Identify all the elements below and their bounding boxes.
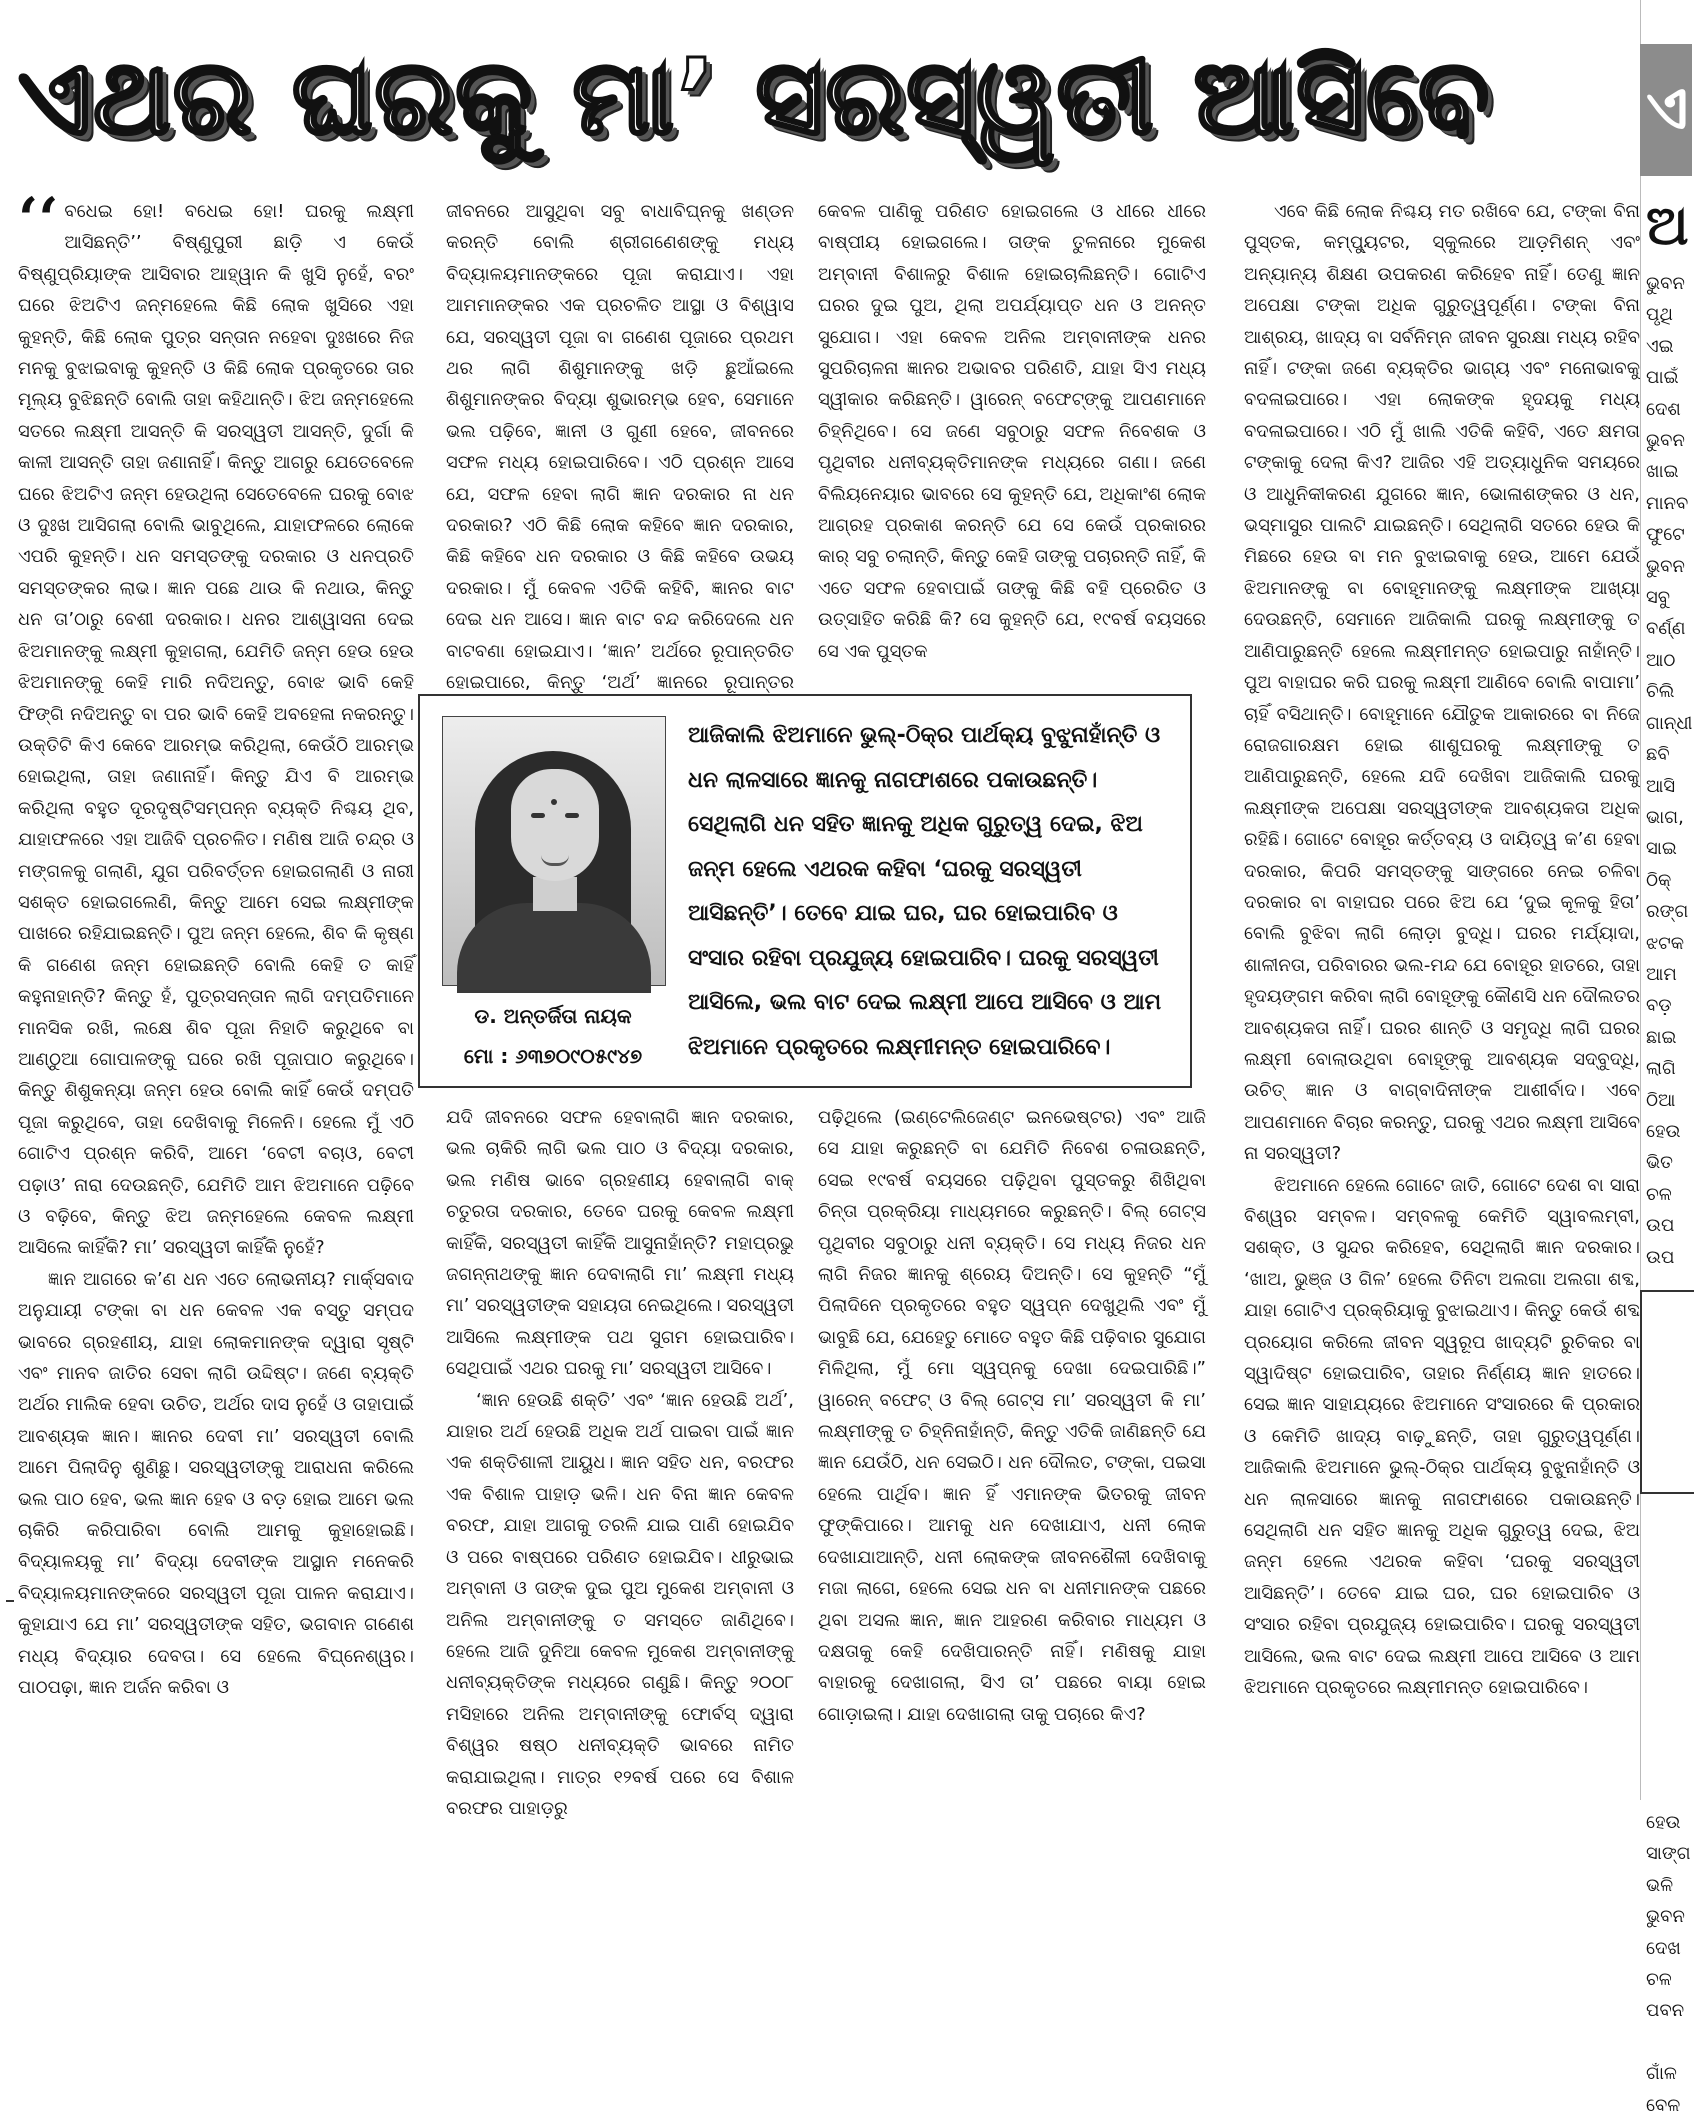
edge-line: ମାନବ <box>1646 492 1689 514</box>
paragraph: ଯଦି ଜୀବନରେ ସଫଳ ହେବାଲାଗି ଜ୍ଞାନ ଦରକାର, ଭଲ ଚାକିରି ଲାଗି ଭଲ ପାଠ ଓ ବିଦ୍ୟା ଦରକାର, ଭଲ ମଣିଷ ଭାବେ ଗ୍ରହଣୀୟ ହେବାଲାଗି ବାକ୍ ଚତୁରତା ଦରକାର, ତେବେ ଘରକୁ କେବଳ ଲକ୍ଷ୍ମୀ କାହିଁକି, ସରସ୍ୱତୀ କାହିଁକି ଆସୁନାହାଁନ୍ତି? ମହାପ୍ରଭୁ ଜଗନ୍ନାଥଙ୍କୁ ଜ୍ଞାନ ଦେବାଲାଗି ମା’ ଲକ୍ଷ୍ମୀ ମଧ୍ୟ ମା’ ସରସ୍ୱତୀଙ୍କ ସହାୟତା ନେଇଥିଲେ। ସରସ୍ୱତୀ ଆସିଲେ ଲକ୍ଷ୍ମୀଙ୍କ ପଥ ସୁଗମ ହୋଇପାରିବ। ସେଥିପାଇଁ ଏଥର ଘରକୁ ମା’ ସରସ୍ୱତୀ ଆସିବେ। <box>446 1107 794 1380</box>
edge-line: ହେଉ <box>1646 1120 1681 1142</box>
edge-line: ଛାଇ <box>1646 1026 1677 1048</box>
edge-line: ଭାଗ, <box>1646 806 1684 828</box>
edge-line <box>1646 2027 1692 2058</box>
edge-line: ଚିଲି <box>1646 681 1675 703</box>
article-column-4 <box>1244 196 1640 1784</box>
edge-line: ଭିତ <box>1646 1152 1673 1174</box>
edge-line: ହେଉ <box>1646 1811 1681 1833</box>
edge-line: ଭୁବନ <box>1646 430 1685 452</box>
edge-line: ରଙ୍ଗ <box>1646 901 1689 923</box>
edge-line <box>1646 1681 1692 1712</box>
edge-line: ଏଇ <box>1646 335 1674 357</box>
author-byline <box>442 996 664 1076</box>
edge-line: ସବୁ <box>1646 587 1671 609</box>
edge-line: ଭୁବନ <box>1646 555 1685 577</box>
pullquote: ଆଜିକାଲି ଝିଅମାନେ ଭୁଲ୍-ଠିକ୍‌ର ପାର୍ଥକ୍ୟ ବୁଝୁନାହାଁନ୍ତି ଓ ଧନ ଲାଳସାରେ ଜ୍ଞାନକୁ ନାଗଫାଶରେ ପକାଉଛନ୍ତି। ସେଥିଲାଗି ଧନ ସହିତ ଜ୍ଞାନକୁ ଅଧିକ ଗୁରୁତ୍ୱ ଦେଇ, ଝିଅ ଜନ୍ମ ହେଲେ ଏଥରକ କହିବା ‘ଘରକୁ ସରସ୍ୱତୀ ଆସିଛନ୍ତି’। ତେବେ ଯାଇ ଘର, ଘର ହୋଇପାରିବ ଓ ସଂସାର ରହିବା ପ୍ରଯୁଜ୍ୟ ହୋଇପାରିବ। ଘରକୁ ସରସ୍ୱତୀ ଆସିଲେ, ଭଲ ବାଟ ଦେଇ ଲକ୍ଷ୍ମୀ ଆପେ ଆସିବେ ଓ ଆମ ଝିଅମାନେ ପ୍ରକୃତରେ ଲକ୍ଷ୍ମୀମନ୍ତ ହୋଇପାରିବେ। <box>688 723 1162 1060</box>
edge-line <box>1646 1776 1692 1807</box>
edge-line: ଠିଆ <box>1646 1089 1676 1111</box>
paragraph: ଏବେ କିଛି ଲୋକ ନିଶ୍ଚୟ ମତ ରଖିବେ ଯେ, ଟଙ୍କା ବିନା ପୁସ୍ତକ, କମ୍ପ୍ୟୁଟର, ସ୍କୁଲରେ ଆଡ଼ମିଶନ୍ ଏବଂ ଅନ୍ୟାନ୍ୟ ଶିକ୍ଷଣ ଉପକରଣ କରିହେବ ନାହିଁ। ତେଣୁ ଜ୍ଞାନ ଅପେକ୍ଷା ଟଙ୍କା ଅଧିକ ଗୁରୁତ୍ୱପୂର୍ଣ୍ଣ। ଟଙ୍କା ବିନା ଆଶ୍ରୟ, ଖାଦ୍ୟ ବା ସର୍ବନିମ୍ନ ଜୀବନ ସୁରକ୍ଷା ମଧ୍ୟ ରହିବ ନାହିଁ। ଟଙ୍କା ଜଣେ ବ୍ୟକ୍ତିର ଭାଗ୍ୟ ଏବଂ ମନୋଭାବକୁ ବଦଳାଇପାରେ। ଏହା ଲୋକଙ୍କ ହୃଦୟକୁ ମଧ୍ୟ ବଦଳାଇପାରେ। ଏଠି ମୁଁ ଖାଲି ଏତିକି କହିବି, ଏତେ କ୍ଷମତା ଟଙ୍କାକୁ ଦେଲା କିଏ? ଆଜିର ଏହି ଅତ୍ୟାଧୁନିକ ସମୟରେ ଓ ଆଧୁନିକୀକରଣ ଯୁଗରେ ଜ୍ଞାନ, ଭୋଳାଶଙ୍କର ଓ ଧନ, ଭସ୍ମାସୁର ପାଲଟି ଯାଇଛନ୍ତି। ସେଥିଲାଗି ସତରେ ହେଉ କି ମିଛରେ ହେଉ ବା ମନ ବୁଝାଇବାକୁ ହେଉ, ଆମେ ଯେଉଁ ଝିଅମାନଙ୍କୁ ବା ବୋହୂମାନଙ୍କୁ ଲକ୍ଷ୍ମୀଙ୍କ ଆଖ୍ୟା ଦେଉଛନ୍ତି, ସେମାନେ ଆଜିକାଲି ଘରକୁ ଲକ୍ଷ୍ମୀଙ୍କୁ ତ ଆଣିପାରୁଛନ୍ତି ହେଲେ ଲକ୍ଷ୍ମୀମନ୍ତ ହୋଇପାରୁ ନାହାଁନ୍ତି। ପୁଅ ବାହାଘର କରି ଘରକୁ ଲକ୍ଷ୍ମୀ ଆଣିବେ ବୋଲି ବାପାମା’ ଚାହିଁ ବସିଥାନ୍ତି। ବୋହୂମାନେ ଯୌତୁକ ଆକାରରେ ବା ନିଜେ ରୋଜଗାରକ୍ଷମ ହୋଇ ଶାଶୁଘରକୁ ଲକ୍ଷ୍ମୀଙ୍କୁ ତ ଆଣିପାରୁଛନ୍ତି, ହେଲେ ଯଦି ଦେଖିବା ଆଜିକାଲି ଘରକୁ ଲକ୍ଷ୍ମୀଙ୍କ ଅପେକ୍ଷା ସରସ୍ୱତୀଙ୍କ ଆବଶ୍ୟକତା ଅଧିକ ରହିଛି। ଗୋଟେ ବୋହୂର କର୍ତ୍ତବ୍ୟ ଓ ଦାୟିତ୍ୱ କ’ଣ ହେବା ଦରକାର, କିପରି ସମସ୍ତଙ୍କୁ ସାଙ୍ଗରେ ନେଇ ଚଳିବା ଦରକାର ବା ବାହାଘର ପରେ ଝିଅ ଯେ ‘ଦୁଇ କୂଳକୁ ହିତା’ ବୋଲି ବୁଝିବା ଲାଗି ଲୋଡ଼ା ବୁଦ୍ଧି। ଘରର ମର୍ଯ୍ୟାଦା, ଶାଳୀନତା, ପରିବାରର ଭଲ-ମନ୍ଦ ଯେ ବୋହୂର ହାତରେ, ତାହା ହୃଦୟଙ୍ଗମ କରିବା ଲାଗି ବୋହୂଙ୍କୁ କୌଣସି ଧନ ଦୌଲତର ଆବଶ୍ୟକତା ନାହିଁ। ଘରର ଶାନ୍ତି ଓ ସମୃଦ୍ଧି ଲାଗି ଘରର ଲକ୍ଷ୍ମୀ ବୋଲାଉଥିବା ବୋହୂଙ୍କୁ ଆବଶ୍ୟକ ସଦ୍‌ବୁଦ୍ଧି, ଉଚିତ୍ ଜ୍ଞାନ ଓ ବାଗ୍‌ବାଦିନୀଙ୍କ ଆଶୀର୍ବାଦ। ଏବେ ଆପଣମାନେ ବିଚାର କରନ୍ତୁ, ଘରକୁ ଏଥର ଲକ୍ଷ୍ମୀ ଆସିବେ ନା ସରସ୍ୱତୀ? <box>1244 201 1640 1165</box>
edge-line: ଗାଁଳ <box>1646 2063 1677 2085</box>
paragraph: ଜ୍ଞାନ ଆଗରେ କ’ଣ ଧନ ଏତେ ଲୋଭନୀୟ? ମାର୍କ୍ସବାଦ ଅନୁଯାୟୀ ଟଙ୍କା ବା ଧନ କେବଳ ଏକ ବସ୍ତୁ ସମ୍ପଦ ଭାବରେ ଗ୍ରହଣୀୟ, ଯାହା ଲୋକମାନଙ୍କ ଦ୍ୱାରା ସୃଷ୍ଟି ଏବଂ ମାନବ ଜାତିର ସେବା ଲାଗି ଉଦ୍ଦିଷ୍ଟ। ଜଣେ ବ୍ୟକ୍ତି ଅର୍ଥର ମାଲିକ ହେବା ଉଚିତ, ଅର୍ଥର ଦାସ ନୁହେଁ ଓ ତାହାପାଇଁ ଆବଶ୍ୟକ ଜ୍ଞାନ। ଜ୍ଞାନର ଦେବୀ ମା’ ସରସ୍ୱତୀ ବୋଲି ଆମେ ପିଲାଦିନୁ ଶୁଣିଛୁ। ସରସ୍ୱତୀଙ୍କୁ ଆରାଧନା କରିଲେ ଭଲ ପାଠ ହେବ, ଭଲ ଜ୍ଞାନ ହେବ ଓ ବଡ଼ ହୋଇ ଆମେ ଭଲ ଚାକିରି କରିପାରିବା ବୋଲି ଆମକୁ କୁହାହୋଇଛି। ବିଦ୍ୟାଳୟକୁ ମା’ ବିଦ୍ୟା ଦେବୀଙ୍କ ଆସ୍ଥାନ ମନେକରି ବିଦ୍ୟାଳୟମାନଙ୍କରେ ସରସ୍ୱତୀ ପୂଜା ପାଳନ କରାଯାଏ। କୁହାଯାଏ ଯେ ମା’ ସରସ୍ୱତୀଙ୍କ ସହିତ, ଭଗବାନ ଗଣେଶ ମଧ୍ୟ ବିଦ୍ୟାର ଦେବତା। ସେ ହେଲେ ବିଘ୍ନେଶ୍ୱର। ପାଠପଢ଼ା, ଜ୍ଞାନ ଅର୍ଜନ କରିବା ଓ <box>18 1268 414 1699</box>
paragraph: ‘ଜ୍ଞାନ ହେଉଛି ଶକ୍ତି’ ଏବଂ ‘ଜ୍ଞାନ ହେଉଛି ଅର୍ଥ’, ଯାହାର ଅର୍ଥ ହେଉଛି ଅଧିକ ଅର୍ଥ ପାଇବା ପାଇଁ ଜ୍ଞାନ ଏକ ଶକ୍ତିଶାଳୀ ଆୟୁଧ। ଜ୍ଞାନ ସହିତ ଧନ, ବରଫର ଏକ ବିଶାଳ ପାହାଡ଼ ଭଳି। ଧନ ବିନା ଜ୍ଞାନ କେବଳ ବରଫ, ଯାହା ଆଗକୁ ତରଳି ଯାଇ ପାଣି ହୋଇଯିବ ଓ ପରେ ବାଷ୍ପରେ ପରିଣତ ହୋଇଯିବ। ଧୀରୁଭାଇ ଅମ୍ବାନୀ ଓ ତାଙ୍କ ଦୁଇ ପୁଅ ମୁକେଶ ଅମ୍ବାନୀ ଓ ଅନିଲ ଅମ୍ବାନୀଙ୍କୁ ତ ସମସ୍ତେ ଜାଣିଥିବେ। ହେଲେ ଆଜି ଦୁନିଆ କେବଳ ମୁକେଶ ଅମ୍ବାନୀଙ୍କୁ ଧନୀବ୍ୟକ୍ତିଙ୍କ ମଧ୍ୟରେ ଗଣୁଛି। କିନ୍ତୁ ୨୦୦୮ ମସିହାରେ ଅନିଲ ଅମ୍ବାନୀଙ୍କୁ ଫୋର୍ବସ୍ ଦ୍ୱାରା ବିଶ୍ୱର ଷଷ୍ଠ ଧନୀବ୍ୟକ୍ତି ଭାବରେ ନାମିତ କରାଯାଇଥିଲା। ମାତ୍ର ୧୨ବର୍ଷ ପରେ ସେ ବିଶାଳ ବରଫର ପାହାଡ଼ରୁ <box>446 1389 794 1819</box>
edge-line <box>1646 1744 1692 1775</box>
edge-line: ଭୁବନ <box>1646 273 1685 294</box>
edge-line: ଲାଗି <box>1646 1058 1676 1080</box>
edge-line: ବଡ଼ <box>1646 995 1672 1017</box>
edge-line <box>1646 1713 1692 1744</box>
author-phone: ମୋ : ୬୩୭୦୯୦୫୯୪୭ <box>463 1044 643 1068</box>
paragraph: ଜୀବନରେ ଆସୁଥିବା ସବୁ ବାଧାବିଘ୍ନକୁ ଖଣ୍ଡନ କରନ୍ତି ବୋଲି ଶ୍ରୀଗଣେଶଙ୍କୁ ମଧ୍ୟ ବିଦ୍ୟାଳୟମାନଙ୍କରେ ପୂଜା କରାଯାଏ। ଏହା ଆମମାନଙ୍କର ଏକ ପ୍ରଚଳିତ ଆସ୍ଥା ଓ ବିଶ୍ୱାସ ଯେ, ସରସ୍ୱତୀ ପୂଜା ବା ଗଣେଶ ପୂଜାରେ ପ୍ରଥମ ଥର ଲାଗି ଶିଶୁମାନଙ୍କୁ ଖଡ଼ି ଛୁଆଁଇଲେ ଶିଶୁମାନଙ୍କର ବିଦ୍ୟା ଶୁଭାରମ୍ଭ ହେବ, ସେମାନେ ଭଲ ପଢ଼ିବେ, ଜ୍ଞାନୀ ଓ ଗୁଣୀ ହେବେ, ଜୀବନରେ ସଫଳ ମଧ୍ୟ ହୋଇପାରିବେ। ଏଠି ପ୍ରଶ୍ନ ଆସେ ଯେ, ସଫଳ ହେବା ଲାଗି ଜ୍ଞାନ ଦରକାର ନା ଧନ ଦରକାର? ଏଠି କିଛି ଲୋକ କହିବେ ଜ୍ଞାନ ଦରକାର, କିଛି କହିବେ ଧନ ଦରକାର ଓ କିଛି କହିବେ ଉଭୟ ଦରକାର। ମୁଁ କେବଳ ଏତିକି କହିବି, ଜ୍ଞାନର ବାଟ ଦେଇ ଧନ ଆସେ। ଜ୍ଞାନ ବାଟ ବନ୍ଦ କରିଦେଲେ ଧନ ବାଟବଣା ହୋଇଯାଏ। ‘ଜ୍ଞାନ’ ଅର୍ଥରେ ରୂପାନ୍ତରିତ ହୋଇପାରେ, କିନ୍ତୁ ‘ଅର୍ଥ’ ଜ୍ଞାନରେ ରୂପାନ୍ତର <box>446 201 794 694</box>
edge-line: ଉପ <box>1646 1246 1675 1268</box>
edge-line: ଚଳ <box>1646 1968 1672 1990</box>
paragraph: ବଧେଇ ହୋ! ବଧେଇ ହୋ! ଘରକୁ ଲକ୍ଷ୍ମୀ ଆସିଛନ୍ତି’’ ବିଷ୍ଣୁପୁରୀ ଛାଡ଼ି ଏ କେଉଁ ବିଷ୍ଣୁପ୍ରିୟାଙ୍କ ଆସିବାର ଆହ୍ୱାନ କି ଖୁସି ନୁହେଁ, ବରଂ ଘରେ ଝିଅଟିଏ ଜନ୍ମହେଲେ କିଛି ଲୋକ ଖୁସିରେ ଏହା କୁହନ୍ତି, କିଛି ଲୋକ ପୁତ୍ର ସନ୍ତାନ ନହେବା ଦୁଃଖରେ ନିଜ ମନକୁ ବୁଝାଇବାକୁ କୁହନ୍ତି ଓ କିଛି ଲୋକ ପ୍ରକୃତରେ ତାର ମୂଲ୍ୟ ବୁଝିଛନ୍ତି ବୋଲି ତାହା କହିଥାନ୍ତି। ଝିଅ ଜନ୍ମହେଲେ ସତରେ ଲକ୍ଷ୍ମୀ ଆସନ୍ତି କି ସରସ୍ୱତୀ ଆସନ୍ତି, ଦୁର୍ଗା କି କାଳୀ ଆସନ୍ତି ତାହା ଜଣାନାହିଁ। କିନ୍ତୁ ଆଗରୁ ଯେତେବେଳେ ଘରେ ଝିଅଟିଏ ଜନ୍ମ ହେଉଥିଲା ସେତେବେଳେ ଘରକୁ ବୋଝ ଓ ଦୁଃଖ ଆସିଗଲା ବୋଲି ଭାବୁଥିଲେ, ଯାହାଫଳରେ ଲୋକେ ଏପରି କୁହନ୍ତି। ଧନ ସମସ୍ତଙ୍କୁ ଦରକାର ଓ ଧନପ୍ରତି ସମସ୍ତଙ୍କର ଲାଭ। ଜ୍ଞାନ ପଛେ ଥାଉ କି ନଥାଉ, କିନ୍ତୁ ଧନ ତା’ଠାରୁ ବେଶୀ ଦରକାର। ଧନର ଆଶ୍ୱାସନା ଦେଇ ଝିଅମାନଙ୍କୁ ଲକ୍ଷ୍ମୀ କୁହାଗଲା, ଯେମିତି ଜନ୍ମ ହେଉ ହେଉ ଝିଅମାନଙ୍କୁ କେହି ମାରି ନଦିଅନ୍ତୁ, ବୋଝ ଭାବି କେହି ଫିଙ୍ଗି ନଦିଅନ୍ତୁ ବା ପର ଭାବି କେହି ଅବହେଳା ନକରନ୍ତୁ। ଉକ୍ତିଟି କିଏ କେବେ ଆରମ୍ଭ କରିଥିଲା, କେଉଁଠି ଆରମ୍ଭ ହୋଇଥିଲା, ତାହା ଜଣାନାହିଁ। କିନ୍ତୁ ଯିଏ ବି ଆରମ୍ଭ କରିଥିଲା ବହୁତ ଦୂରଦୃଷ୍ଟିସମ୍ପନ୍ନ ବ୍ୟକ୍ତି ନିଶ୍ଚୟ ଥିବ, ଯାହାଫଳରେ ଏହା ଆଜିବି ପ୍ରଚଳିତ। ମଣିଷ ଆଜି ଚନ୍ଦ୍ର ଓ ମଙ୍ଗଳକୁ ଗଲାଣି, ଯୁଗ ପରିବର୍ତ୍ତନ ହୋଇଗଲାଣି ଓ ନାରୀ ସଶକ୍ତ ହୋଇଗଲେଣି, କିନ୍ତୁ ଆମେ ସେଇ ଲକ୍ଷ୍ମୀଙ୍କ ପାଖରେ ରହିଯାଇଛନ୍ତି। ପୁଅ ଜନ୍ମ ହେଲେ, ଶିବ କି କୃଷ୍ଣ କି ଗଣେଶ ଜନ୍ମ ହୋଇଛନ୍ତି ବୋଲି କେହି ତ କାହିଁ କହୁନାହାନ୍ତି? କିନ୍ତୁ ହଁ, ପୁତ୍ରସନ୍ତାନ ଲାଗି ଦମ୍ପତିମାନେ ମାନସିକ ରଖି, ଲକ୍ଷେ ଶିବ ପୂଜା ନିହାତି କରୁଥିବେ ବା ଆଣ୍ଠୁଆ ଗୋପାଳଙ୍କୁ ଘରେ ରଖି ପୂଜାପାଠ କରୁଥିବେ। କିନ୍ତୁ ଶିଶୁକନ୍ୟା ଜନ୍ମ ହେଉ ବୋଲି କାହିଁ କେଉଁ ଦମ୍ପତି ପୂଜା କରୁଥିବେ, ତାହା ଦେଖିବାକୁ ମିଳେନି। ହେଲେ ମୁଁ ଏଠି ଗୋଟିଏ ପ୍ରଶ୍ନ କରିବି, ଆମେ ‘ବେଟୀ ବଚାଓ, ବେଟୀ ପଢ଼ାଓ’ ନାରା ଦେଉଛନ୍ତି, ଯେମିତି ଆମ ଝିଅମାନେ ପଢ଼ିବେ ଓ ବଢ଼ିବେ, କିନ୍ତୁ ଝିଅ ଜନ୍ମହେଲେ କେବଳ ଲକ୍ଷ୍ମୀ ଆସିଲେ କାହିଁକି? ମା’ ସରସ୍ୱତୀ କାହିଁକି ନୁହେଁ? <box>18 201 414 1259</box>
edge-line: ବର୍ଣ୍ଣ <box>1646 618 1686 640</box>
article-column-3-top <box>818 196 1206 676</box>
adjacent-headline-glyph: ଏ <box>1646 73 1689 143</box>
edge-line: ଝଟକ <box>1646 932 1684 954</box>
edge-line <box>1646 1556 1692 1587</box>
article-column-1 <box>18 185 414 1784</box>
opening-quote-mark: ‘‘ <box>18 185 59 253</box>
edge-line: ଫୁଟେ <box>1646 524 1685 546</box>
edge-line <box>1646 1587 1692 1618</box>
edge-line: ଆଠ <box>1646 649 1676 671</box>
adjacent-text-fragments <box>1646 268 1693 2116</box>
edge-line: ଆମ <box>1646 963 1677 985</box>
headline: ଏଥର ଘରକୁ ମା’ ସରସ୍ୱତୀ ଆସିବେ <box>18 36 1492 158</box>
edge-line <box>1646 1524 1692 1555</box>
edge-line: ଉପ <box>1646 1215 1675 1237</box>
pullquote-box <box>418 694 1192 1088</box>
edge-line <box>1646 1618 1692 1649</box>
edge-line: ସାଇ <box>1646 838 1677 860</box>
adjacent-title-glyph: ଅ <box>1646 194 1689 257</box>
paragraph: ପଢ଼ିଥିଲେ (ଇଣ୍ଟେଲିଜେଣ୍ଟ ଇନଭେଷ୍ଟର) ଏବଂ ଆଜି ସେ ଯାହା କରୁଛନ୍ତି ବା ଯେମିତି ନିବେଶ ଚଳାଉଛନ୍ତି, ସେଇ ୧୯ବର୍ଷ ବୟସରେ ପଢ଼ିଥିବା ପୁସ୍ତକରୁ ଶିଖିଥିବା ଚିନ୍ତା ପ୍ରକ୍ରିୟା ମାଧ୍ୟମରେ କରୁଛନ୍ତି। ବିଲ୍ ଗେଟ୍‌ସ ପୃଥିବୀର ସବୁଠାରୁ ଧନୀ ବ୍ୟକ୍ତି। ସେ ମଧ୍ୟ ନିଜର ଧନ ଲାଗି ନିଜର ଜ୍ଞାନକୁ ଶ୍ରେୟ ଦିଅନ୍ତି। ସେ କୁହନ୍ତି “ମୁଁ ପିଲାଦିନେ ପ୍ରକୃତରେ ବହୁତ ସ୍ୱପ୍ନ ଦେଖୁଥିଲି ଏବଂ ମୁଁ ଭାବୁଛି ଯେ, ଯେହେତୁ ମୋତେ ବହୁତ କିଛି ପଢ଼ିବାର ସୁଯୋଗ ମିଳିଥିଲା, ମୁଁ ମୋ ସ୍ୱପ୍ନକୁ ଦେଖା ଦେଇପାରିଛି।” ୱାରେନ୍ ବଫେଟ୍ ଓ ବିଲ୍ ଗେଟ୍‌ସ ମା’ ସରସ୍ୱତୀ କି ମା’ ଲକ୍ଷ୍ମୀଙ୍କୁ ତ ଚିହ୍ନିନାହାଁନ୍ତି, କିନ୍ତୁ ଏତିକି ଜାଣିଛନ୍ତି ଯେ ଜ୍ଞାନ ଯେଉଁଠି, ଧନ ସେଇଠି। ଧନ ଦୌଲତ, ଟଙ୍କା, ପଇସା ହେଲେ ପାର୍ଥିବ। ଜ୍ଞାନ ହିଁ ଏମାନଙ୍କ ଭିତରକୁ ଜୀବନ ଫୁଙ୍କିପାରେ। ଆମକୁ ଧନ ଦେଖାଯାଏ, ଧନୀ ଲୋକ ଦେଖାଯାଆନ୍ତି, ଧନୀ ଲୋକଙ୍କ ଜୀବନଶୈଳୀ ଦେଖିବାକୁ ମଜା ଲାଗେ, ହେଲେ ସେଇ ଧନ ବା ଧନୀମାନଙ୍କ ପଛରେ ଥିବା ଅସଲ ଜ୍ଞାନ, ଜ୍ଞାନ ଆହରଣ କରିବାର ମାଧ୍ୟମ ଓ ଦକ୍ଷତାକୁ କେହି ଦେଖିପାରନ୍ତି ନାହିଁ। ମଣିଷକୁ ଯାହା ବାହାରକୁ ଦେଖାଗଲା, ସିଏ ତା’ ପଛରେ ବାୟା ହୋଇ ଗୋଡ଼ାଇଲା। ଯାହା ଦେଖାଗଲା ତାକୁ ପଚାରେ କିଏ? <box>818 1107 1206 1725</box>
edge-line: ପାଇଁ <box>1646 367 1679 389</box>
article-column-2-bottom <box>446 1102 794 1819</box>
edge-line: ବେଳ <box>1646 2094 1681 2116</box>
author-name: ଡ. ଅନ୍ତର୍ଜିତା ନାୟକ <box>474 1004 632 1028</box>
article-column-3-bottom <box>818 1102 1206 1784</box>
adjacent-box <box>1640 1290 1694 1494</box>
paragraph: କେବଳ ପାଣିକୁ ପରିଣତ ହୋଇଗଲେ ଓ ଧୀରେ ଧୀରେ ବାଷ୍ପୀୟ ହୋଇଗଲେ। ତାଙ୍କ ତୁଳନାରେ ମୁକେଶ ଅମ୍ବାନୀ ବିଶାଳରୁ ବିଶାଳ ହୋଇଚାଲିଛନ୍ତି। ଗୋଟିଏ ଘରର ଦୁଇ ପୁଅ, ଥିଲା ଅପର୍ଯ୍ୟାପ୍ତ ଧନ ଓ ଅନନ୍ତ ସୁଯୋଗ। ଏହା କେବଳ ଅନିଲ ଅମ୍ବାନୀଙ୍କ ଧନର ସୁପରିଚାଳନା ଜ୍ଞାନର ଅଭାବର ପରିଣତି, ଯାହା ସିଏ ମଧ୍ୟ ସ୍ୱୀକାର କରିଛନ୍ତି। ୱାରେନ୍ ବଫେଟ୍‌ଙ୍କୁ ଆପଣମାନେ ଚିହ୍ନିଥିବେ। ସେ ଜଣେ ସବୁଠାରୁ ସଫଳ ନିବେଶକ ଓ ପୃଥିବୀର ଧନୀବ୍ୟକ୍ତିମାନଙ୍କ ମଧ୍ୟରେ ଗଣା। ଜଣେ ବିଲିୟନେୟାର ଭାବରେ ସେ କୁହନ୍ତି ଯେ, ଅଧିକାଂଶ ଲୋକ ଆଗ୍ରହ ପ୍ରକାଶ କରନ୍ତି ଯେ ସେ କେଉଁ ପ୍ରକାରର କାର୍ ସବୁ ଚଲାନ୍ତି, କିନ୍ତୁ କେହି ତାଙ୍କୁ ପଚାରନ୍ତି ନାହିଁ, କି ଏତେ ସଫଳ ହେବାପାଇଁ ତାଙ୍କୁ କିଛି ବହି ପ୍ରେରିତ ଓ ଉତ୍ସାହିତ କରିଛି କି? ସେ କୁହନ୍ତି ଯେ, ୧୯ବର୍ଷ ବୟସରେ ସେ ଏକ ପୁସ୍ତକ <box>818 201 1206 662</box>
edge-line: ଆସି <box>1646 775 1676 797</box>
edge-line: ଗାନ୍ଧୀ <box>1646 712 1693 734</box>
edge-line: ଖାଇ <box>1646 461 1679 483</box>
edge-line: ଛବି <box>1646 744 1670 766</box>
adjacent-headline-bar <box>1640 44 1692 176</box>
margin-mark <box>6 1600 14 1602</box>
edge-line: ଦେଶ <box>1646 398 1681 420</box>
edge-line <box>1646 1493 1692 1524</box>
edge-line: ଦେଖ <box>1646 1937 1681 1959</box>
edge-line: ସାଙ୍ଗ <box>1646 1843 1691 1865</box>
author-photo <box>442 716 666 986</box>
edge-line: ଭଳି <box>1646 1874 1674 1896</box>
edge-line <box>1646 1650 1692 1681</box>
edge-line: ପବନ <box>1646 2000 1685 2022</box>
edge-line: ଭୁବନ <box>1646 1906 1685 1928</box>
edge-line: ପୃଥି <box>1646 304 1673 326</box>
edge-line: ଠିକ୍ <box>1646 869 1672 891</box>
paragraph: ଝିଅମାନେ ହେଲେ ଗୋଟେ ଜାତି, ଗୋଟେ ଦେଶ ବା ସାରା ବିଶ୍ୱର ସମ୍ବଳ। ସମ୍ବଳକୁ କେମିତି ସ୍ୱାବଲମ୍ବୀ, ସଶକ୍ତ, ଓ ସୁନ୍ଦର କରିହେବ, ସେଥିଲାଗି ଜ୍ଞାନ ଦରକାର। ‘ଖାଅ, ଭୁଞ୍ଜ ଓ ଗିଳ’ ହେଲେ ତିନିଟା ଅଲଗା ଅଲଗା ଶବ୍ଦ, ଯାହା ଗୋଟିଏ ପ୍ରକ୍ରିୟାକୁ ବୁଝାଇଥାଏ। କିନ୍ତୁ କେଉଁ ଶବ୍ଦ ପ୍ରୟୋଗ କରିଲେ ଜୀବନ ସ୍ୱରୂପ ଖାଦ୍ୟଟି ରୁଚିକର ବା ସ୍ୱାଦିଷ୍ଟ ହୋଇପାରିବ, ତାହାର ନିର୍ଣ୍ଣୟ ଜ୍ଞାନ ହାତରେ। ସେଇ ଜ୍ଞାନ ସାହାଯ୍ୟରେ ଝିଅମାନେ ସଂସାରରେ କି ପ୍ରକାର ଓ କେମିତି ଖାଦ୍ୟ ବାଢ଼ୁଛନ୍ତି, ତାହା ଗୁରୁତ୍ୱପୂର୍ଣ୍ଣ। ଆଜିକାଲି ଝିଅମାନେ ଭୁଲ୍-ଠିକ୍‌ର ପାର୍ଥକ୍ୟ ବୁଝୁନାହାଁନ୍ତି ଓ ଧନ ଲାଳସାରେ ଜ୍ଞାନକୁ ନାଗଫାଶରେ ପକାଉଛନ୍ତି। ସେଥିଲାଗି ଧନ ସହିତ ଜ୍ଞାନକୁ ଅଧିକ ଗୁରୁତ୍ୱ ଦେଇ, ଝିଅ ଜନ୍ମ ହେଲେ ଏଥରକ କହିବା ‘ଘରକୁ ସରସ୍ୱତୀ ଆସିଛନ୍ତି’। ତେବେ ଯାଇ ଘର, ଘର ହୋଇପାରିବ ଓ ସଂସାର ରହିବା ପ୍ରଯୁଜ୍ୟ ହୋଇପାରିବ। ଘରକୁ ସରସ୍ୱତୀ ଆସିଲେ, ଭଲ ବାଟ ଦେଇ ଲକ୍ଷ୍ମୀ ଆପେ ଆସିବେ ଓ ଆମ ଝିଅମାନେ ପ୍ରକୃତରେ ଲକ୍ଷ୍ମୀମନ୍ତ ହୋଇପାରିବେ। <box>1244 1174 1640 1699</box>
article-column-2-top <box>446 196 794 694</box>
edge-line: ଚଳ <box>1646 1183 1672 1205</box>
